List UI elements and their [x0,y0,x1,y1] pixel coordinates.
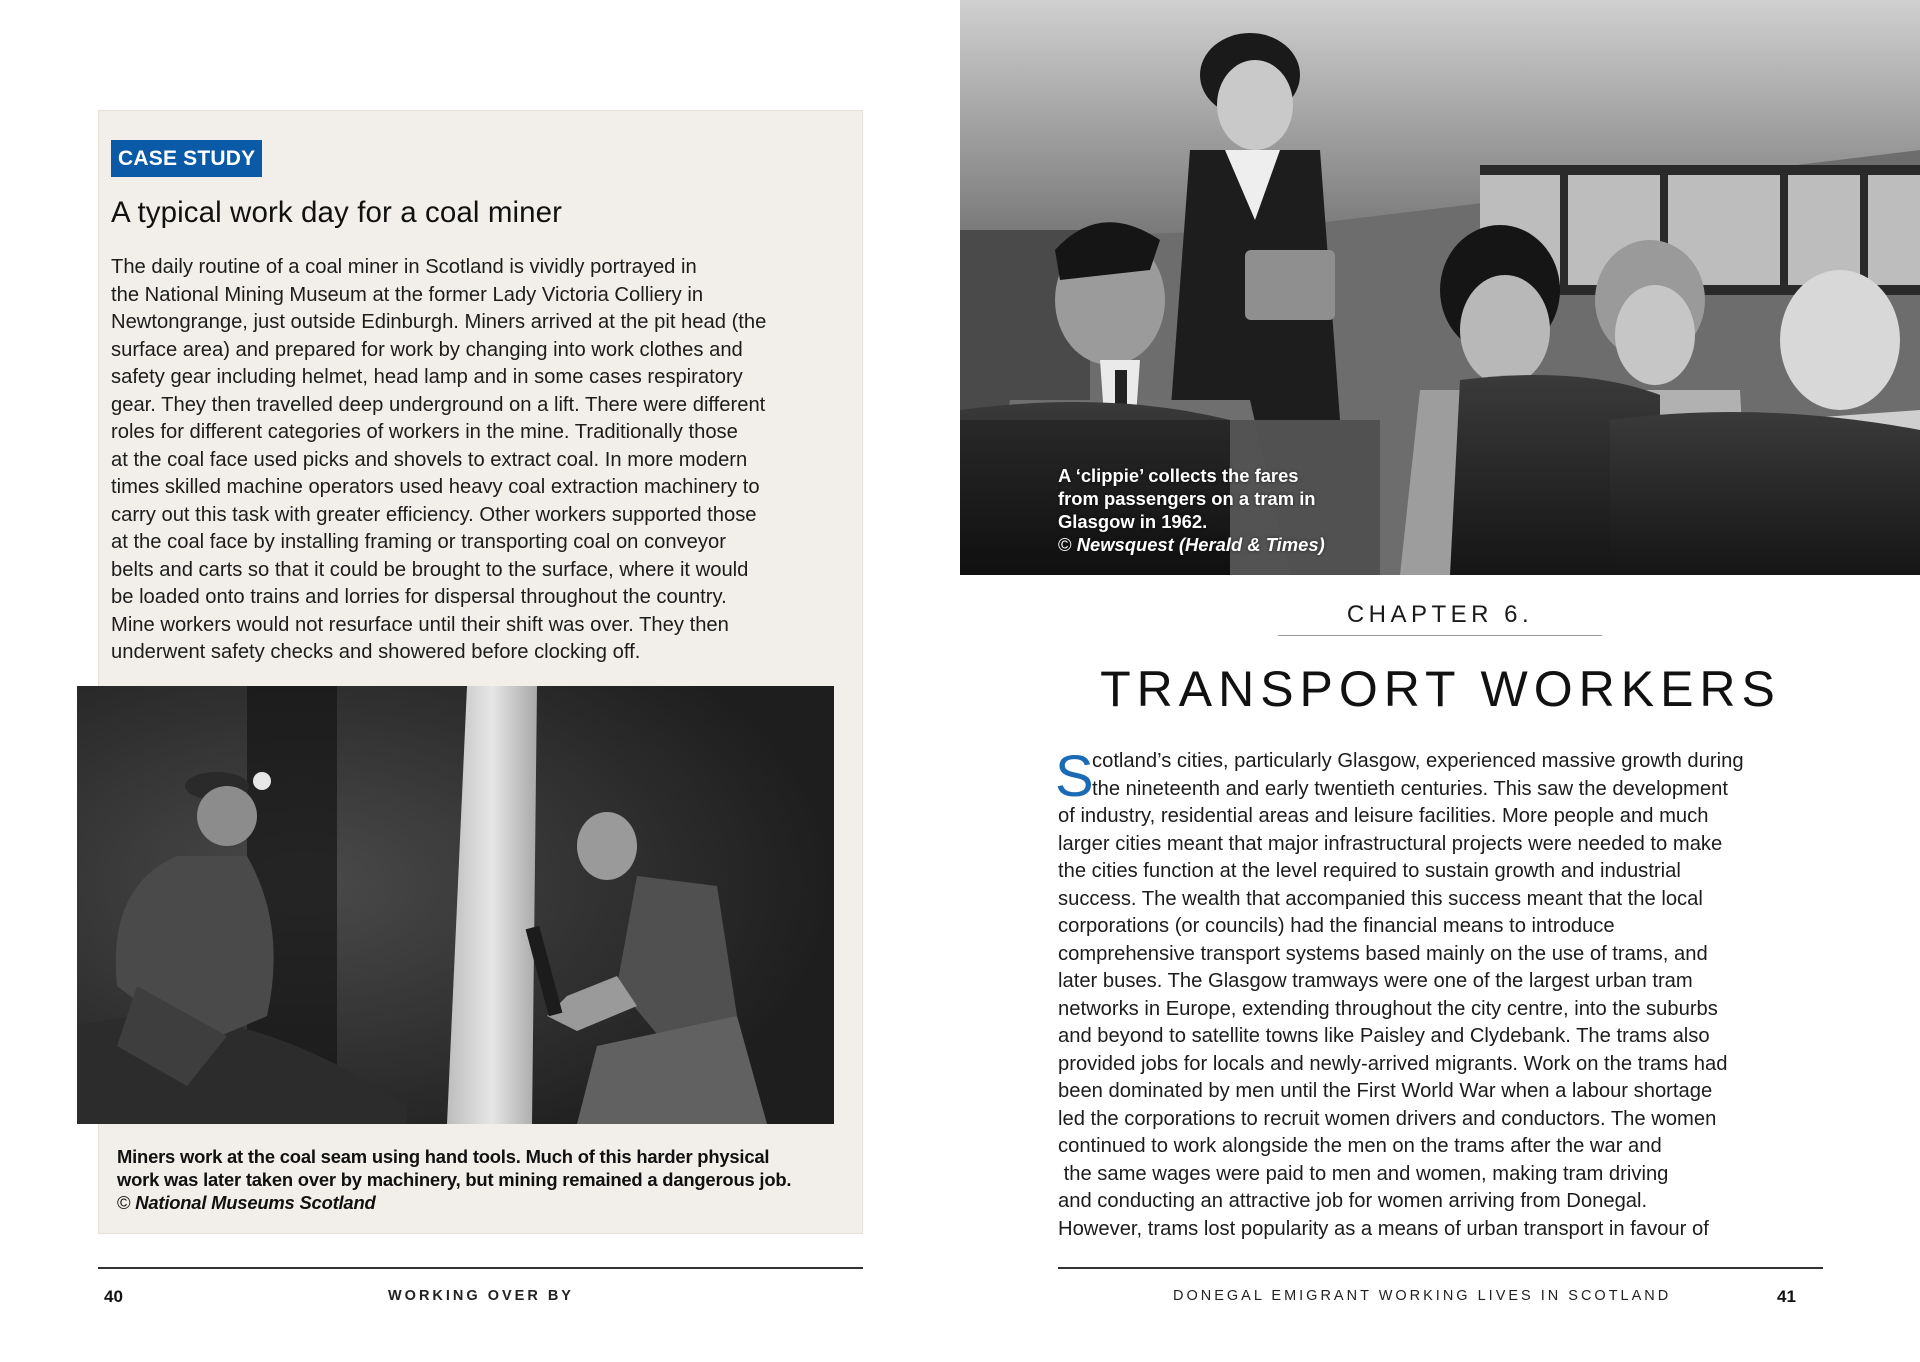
body-line: Newtongrange, just outside Edinburgh. Miners arrived at the pit head (the [111,311,767,333]
body-line: corporations (or councils) had the financial means to introduce [1058,915,1615,937]
body-line: led the corporations to recruit women drivers and conductors. The women [1058,1107,1717,1130]
body-line: and conducting an attractive job for women arriving from Donegal. [1058,1190,1648,1212]
body-line: underwent safety checks and showered before clocking off. [111,641,641,663]
caption-line: A ‘clippie’ collects the fares [1058,465,1299,486]
chapter-label: CHAPTER 6. [1346,601,1534,628]
body-line: later buses. The Glasgow tramways were one of the largest urban tram [1058,970,1693,992]
caption-line: from passengers on a tram in [1058,488,1316,509]
body-line: surface area) and prepared for work by changing into work clothes and [111,338,743,361]
body-line: gear. They then travelled deep underground on a lift. There were different [111,393,766,416]
case-study-body [111,254,856,667]
body-line: However, trams lost popularity as a means of urban transport in favour of [1058,1217,1709,1240]
case-study-badge: CASE STUDY [111,140,262,177]
chapter-title: TRANSPORT WORKERS [1100,661,1781,717]
photo-credit [1058,533,1398,556]
chapter-body [1055,744,1828,1243]
copyright-symbol: © [117,1192,131,1213]
body-line: and beyond to satellite towns like Paisley and Clydebank. The trams also [1058,1025,1710,1047]
body-line: be loaded onto trains and lorries for dispersal throughout the country. [111,586,727,608]
copyright-symbol: © [1058,534,1072,555]
body-line: roles for different categories of workers in the mine. Traditionally those [111,421,738,443]
body-line: continued to work alongside the men on the trams after the war and [1058,1135,1662,1157]
body-line: the National Mining Museum at the former Lady Victoria Colliery in [111,283,704,306]
page-number-left: 40 [104,1287,123,1306]
body-line: the cities function at the level required to sustain growth and industrial [1058,860,1681,882]
body-line: larger cities meant that major infrastructural projects were needed to make [1058,832,1723,855]
photo-credit [117,1191,857,1214]
credit-text: National Museums Scotland [135,1192,376,1213]
miners-photo-caption [117,1145,857,1214]
footer-rule-right [1058,1267,1823,1269]
drop-cap: S [1055,744,1094,809]
running-head-left: WORKING OVER BY [388,1288,574,1304]
caption-line: Miners work at the coal seam using hand tools. Much of this harder physical [117,1146,770,1167]
body-line: success. The wealth that accompanied this success meant that the local [1058,887,1703,910]
caption-line: Glasgow in 1962. [1058,511,1208,532]
body-line: at the coal face by installing framing or transporting coal on conveyor [111,531,726,553]
body-line: been dominated by men until the First World War when a labour shortage [1058,1080,1713,1102]
footer-rule-left [98,1267,863,1269]
case-study-heading: A typical work day for a coal miner [111,196,563,229]
chapter-rule [1278,635,1602,636]
miners-photo-illustration [77,686,834,1124]
body-line: times skilled machine operators used heavy coal extraction machinery to [111,476,760,498]
credit-text: Newsquest (Herald & Times) [1076,534,1325,555]
body-line: networks in Europe, extending throughout the city centre, into the suburbs [1058,997,1718,1020]
body-line: the nineteenth and early twentieth centuries. This saw the development [1092,777,1728,800]
caption-line: work was later taken over by machinery, but mining remained a dangerous job. [117,1169,792,1190]
body-line: carry out this task with greater efficiency. Other workers supported those [111,503,757,526]
miners-photo [77,686,834,1124]
body-line: belts and carts so that it could be brought to the surface, where it would [111,558,749,581]
tram-photo-caption [1058,464,1398,556]
body-line: safety gear including helmet, head lamp and in some cases respiratory [111,366,743,388]
page-number-right: 41 [1777,1287,1796,1306]
body-line: The daily routine of a coal miner in Scotland is vividly portrayed in [111,256,697,278]
body-line: provided jobs for locals and newly-arrived migrants. Work on the trams had [1058,1052,1728,1075]
body-line: cotland’s cities, particularly Glasgow, experienced massive growth during [1092,750,1744,772]
body-line: Mine workers would not resurface until their shift was over. They then [111,613,729,636]
body-line: at the coal face used picks and shovels to extract coal. In more modern [111,448,748,471]
body-line: comprehensive transport systems based mainly on the use of trams, and [1058,942,1708,965]
body-line: of industry, residential areas and leisure facilities. More people and much [1058,805,1709,827]
body-line: the same wages were paid to men and women, making tram driving [1058,1162,1669,1185]
running-head-right: DONEGAL EMIGRANT WORKING LIVES IN SCOTLAND [1173,1288,1672,1304]
